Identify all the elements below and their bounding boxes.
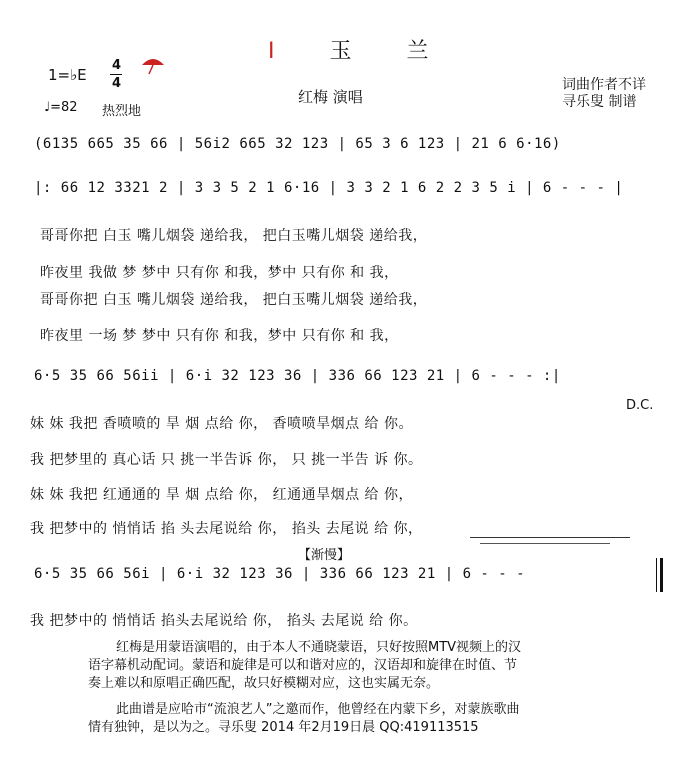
title-char-2: 玉 bbox=[329, 39, 354, 64]
lyric-line-5: 妹 妹 我把 香喷喷的 旱 烟 点给 你， 香喷喷旱烟点 给 你。 bbox=[30, 416, 414, 432]
time-numerator: 4 bbox=[112, 58, 122, 73]
lyric-line-7: 妹 妹 我把 红通通的 旱 烟 点给 你， 红通通旱烟点 给 你， bbox=[30, 487, 414, 503]
time-divider bbox=[110, 74, 122, 75]
key-signature: 1=♭E bbox=[48, 66, 87, 84]
tempo-mark: ♩=82 bbox=[44, 100, 78, 115]
credits-line2: 寻乐叟 制谱 bbox=[562, 94, 637, 110]
note-p1-line2: 语字幕机动配词。蒙语和旋律是可以和谐对应的，汉语却和旋律在时值、节 bbox=[88, 658, 518, 673]
tempo-change: 【渐慢】 bbox=[298, 548, 351, 563]
dc-mark: D.C. bbox=[626, 398, 654, 413]
title-char-3: 兰 bbox=[406, 39, 431, 64]
note-p2-line2: 情有独钟，是以为之。寻乐叟 2014 年2月19日晨 QQ:419113515 bbox=[88, 720, 479, 735]
lyric-line-1: 哥哥你把 白玉 嘴儿烟袋 递给我， 把白玉嘴儿烟袋 递给我， bbox=[40, 228, 428, 244]
tempo-description: 热烈地 bbox=[102, 104, 142, 119]
song-title bbox=[268, 34, 475, 65]
note-p1-line3: 奏上难以和原唱正确匹配，故只好模糊对应，这也实属无奈。 bbox=[88, 676, 440, 691]
lyric-line-8: 我 把梦中的 悄悄话 掐 头去尾说给 你， 掐头 去尾说 给 你， bbox=[30, 521, 423, 537]
lyric-line-3: 哥哥你把 白玉 嘴儿烟袋 递给我， 把白玉嘴儿烟袋 递给我， bbox=[40, 292, 428, 308]
lyric-line-2: 昨夜里 我做 梦 梦中 只有你 和我，梦中 只有你 和 我， bbox=[40, 265, 399, 281]
credits-line1: 词曲作者不详 bbox=[562, 77, 646, 93]
note-p2-line1: 此曲谱是应哈市“流浪艺人”之邀而作，他曾经在内蒙下乡，对蒙族歌曲 bbox=[116, 702, 520, 717]
umbrella-icon bbox=[140, 55, 166, 75]
notation-row-verse: |: 66 12 3321 2 | 3 3 5 2 1 6·16 | 3 3 2 1 6 2 2 3 5 i | 6 - - - | bbox=[34, 180, 624, 196]
decorative-stroke bbox=[480, 543, 610, 544]
lyric-line-4: 昨夜里 一场 梦 梦中 只有你 和我，梦中 只有你 和 我， bbox=[40, 328, 399, 344]
notation-row-intro: (6135 665 35 66 | 56i2 665 32 123 | 65 3 6 123 | 21 6 6·16) bbox=[34, 136, 561, 152]
decorative-stroke bbox=[470, 537, 630, 538]
notation-row-ending: 6·5 35 66 56i | 6·i 32 123 36 | 336 66 123 21 | 6 - - - bbox=[34, 566, 526, 582]
title-char-1: I bbox=[268, 39, 277, 64]
lyric-line-9: 我 把梦中的 悄悄话 掐头去尾说给 你， 掐头 去尾说 给 你。 bbox=[30, 613, 418, 629]
final-barline bbox=[656, 558, 663, 592]
singer: 红梅 演唱 bbox=[298, 88, 363, 106]
notation-row-chorus: 6·5 35 66 56ii | 6·i 32 123 36 | 336 66 123 21 | 6 - - - :| bbox=[34, 368, 561, 384]
note-p1-line1: 红梅是用蒙语演唱的，由于本人不通晓蒙语，只好按照MTV视频上的汉 bbox=[116, 640, 522, 655]
lyric-line-6: 我 把梦里的 真心话 只 挑一半告诉 你， 只 挑一半告 诉 你。 bbox=[30, 452, 423, 468]
time-denominator: 4 bbox=[112, 76, 122, 91]
